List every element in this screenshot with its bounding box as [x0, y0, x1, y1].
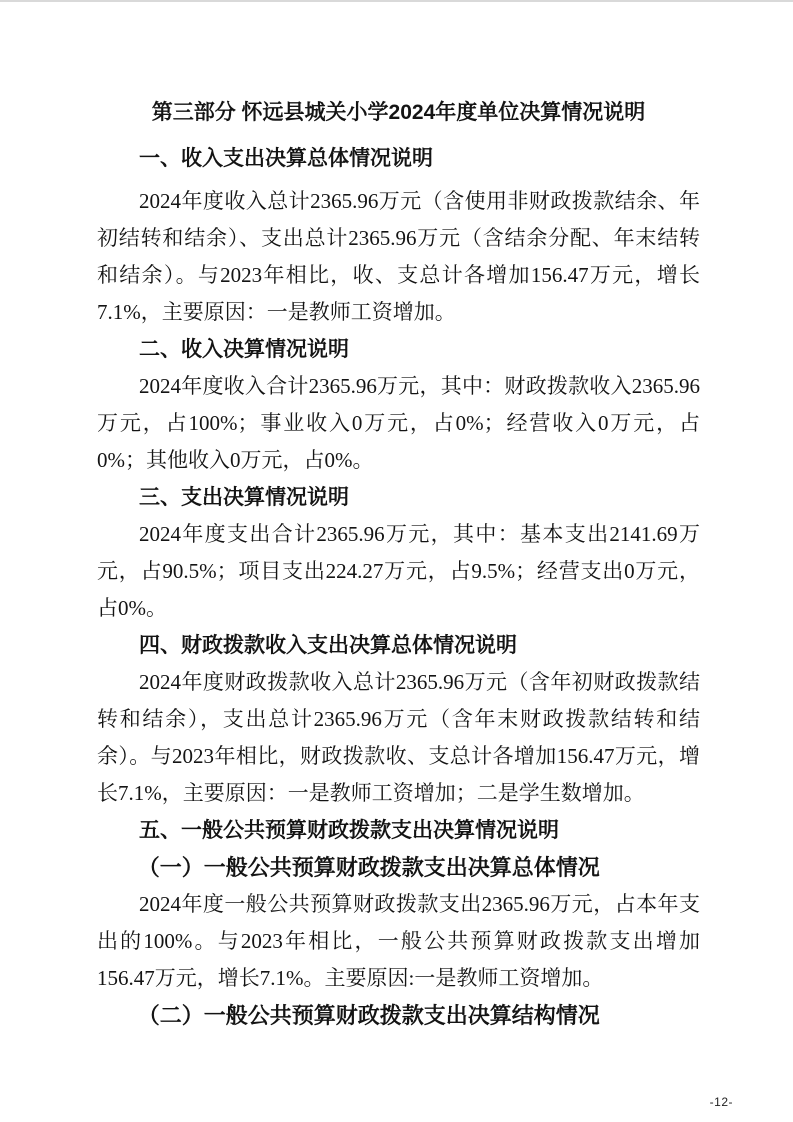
subsection-heading-public-budget-overall: （一）一般公共预算财政拨款支出决算总体情况: [137, 855, 600, 880]
subsection-heading-public-budget-structure: （二）一般公共预算财政拨款支出决算结构情况: [137, 1003, 600, 1028]
section-heading-income-expenditure-overview: 一、收入支出决算总体情况说明: [139, 147, 433, 170]
section-paragraph-fiscal-appropriation-overview: 2024年度财政拨款收入总计2365.96万元（含年初财政拨款结转和结余），支出总计2365.96万元（含年末财政拨款结转和结余）。与2023年相比，财政拨款收、支总计各增加156.47万元，增长7.1%，主要原因：一是教师工资增加；二是学生数增加。: [97, 670, 700, 805]
section-heading-fiscal-appropriation-overview: 四、财政拨款收入支出决算总体情况说明: [139, 634, 517, 657]
section-heading-expenditure-accounts: 三、支出决算情况说明: [139, 486, 349, 509]
section-heading-public-budget-expenditure: 五、一般公共预算财政拨款支出决算情况说明: [139, 819, 559, 842]
section-heading-income-accounts: 二、收入决算情况说明: [139, 338, 349, 361]
section-paragraph-expenditure-accounts: 2024年度支出合计2365.96万元，其中：基本支出2141.69万元，占90.5%；项目支出224.27万元，占9.5%；经营支出0万元，占0%。: [97, 522, 700, 620]
section-paragraph-income-expenditure-overview: 2024年度收入总计2365.96万元（含使用非财政拨款结余、年初结转和结余）、支出总计2365.96万元（含结余分配、年末结转和结余）。与2023年相比，收、支总计各增加156.47万元，增长7.1%，主要原因：一是教师工资增加。: [97, 189, 700, 324]
subsection-paragraph-public-budget-overall: 2024年度一般公共预算财政拨款支出2365.96万元，占本年支出的100%。与2023年相比，一般公共预算财政拨款支出增加156.47万元，增长7.1%。主要原因:一是教师工资增加。: [97, 892, 700, 990]
document-content: [0, 2, 793, 1034]
page-number: -12-: [709, 1095, 733, 1109]
page-title: 第三部分 怀远县城关小学2024年度单位决算情况说明: [151, 101, 646, 124]
section-paragraph-income-accounts: 2024年度收入合计2365.96万元，其中：财政拨款收入2365.96万元，占100%；事业收入0万元，占0%；经营收入0万元，占0%；其他收入0万元，占0%。: [97, 374, 700, 472]
